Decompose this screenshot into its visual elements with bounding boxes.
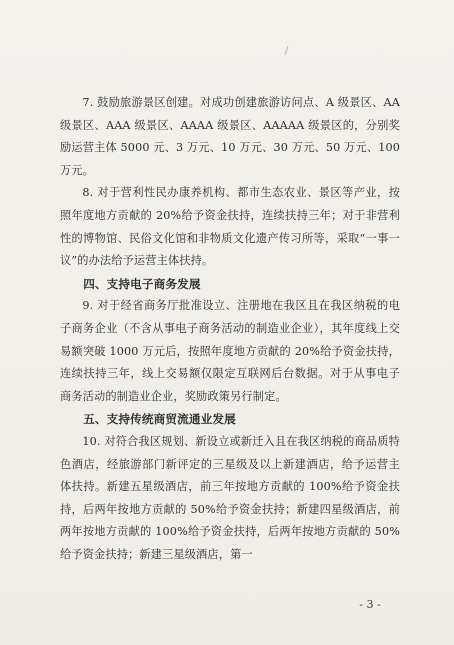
paragraph-7: 7. 鼓励旅游景区创建。对成功创建旅游访问点、A 级景区、AA 级景区、AAA 级景区、AAAA 级景区、AAAAA 级景区的，分别奖励运营主体 5000 元、3 万元、10 万元、30 万元、50 万元、100 万元。 xyxy=(60,96,400,177)
paragraph-9: 9. 对于经省商务厅批准设立、注册地在我区且在我区纳税的电子商务企业（不含从事电子商务活动的制造业企业），其年度线上交易额突破 1000 万元后，按照年度地方贡献的 20%给予资金扶持，连续扶持三年，线上交易额仅限定互联网后台数据。对于从事电子商务活动的制造业企业，奖励政策另行制定。 xyxy=(60,299,400,403)
paragraph-8: 8. 对于营利性民办康养机构、都市生态农业、景区等产业，按照年度地方贡献的 20%给予资金扶持，连续扶持三年；对于非营利性的博物馆、民俗文化馆和非物质文化遗产传习所等，采取“一事一议”的办法给予运营主体扶持。 xyxy=(60,186,400,268)
section-heading-4: 四、支持电子商务发展 xyxy=(83,276,201,291)
paragraph-10: 10. 对符合我区规划、新设立或新迁入且在我区纳税的商品质特色酒店，经旅游部门新评定的三星级及以上新建酒店，给予运营主体扶持。新建五星级酒店，前三年按地方贡献的 100%给予资金扶持，后两年按地方贡献的 50%给予资金扶持；新建四星级酒店，前两年按地方贡献的 100%给予资金扶持，后两年按地方贡献的 50%给予资金扶持；新建三星级酒店，第一 xyxy=(60,434,400,561)
document-body xyxy=(60,92,400,566)
scan-mark xyxy=(284,46,288,55)
section-heading-5: 五、支持传统商贸流通业发展 xyxy=(83,412,236,427)
page-number: - 3 - xyxy=(359,598,381,611)
